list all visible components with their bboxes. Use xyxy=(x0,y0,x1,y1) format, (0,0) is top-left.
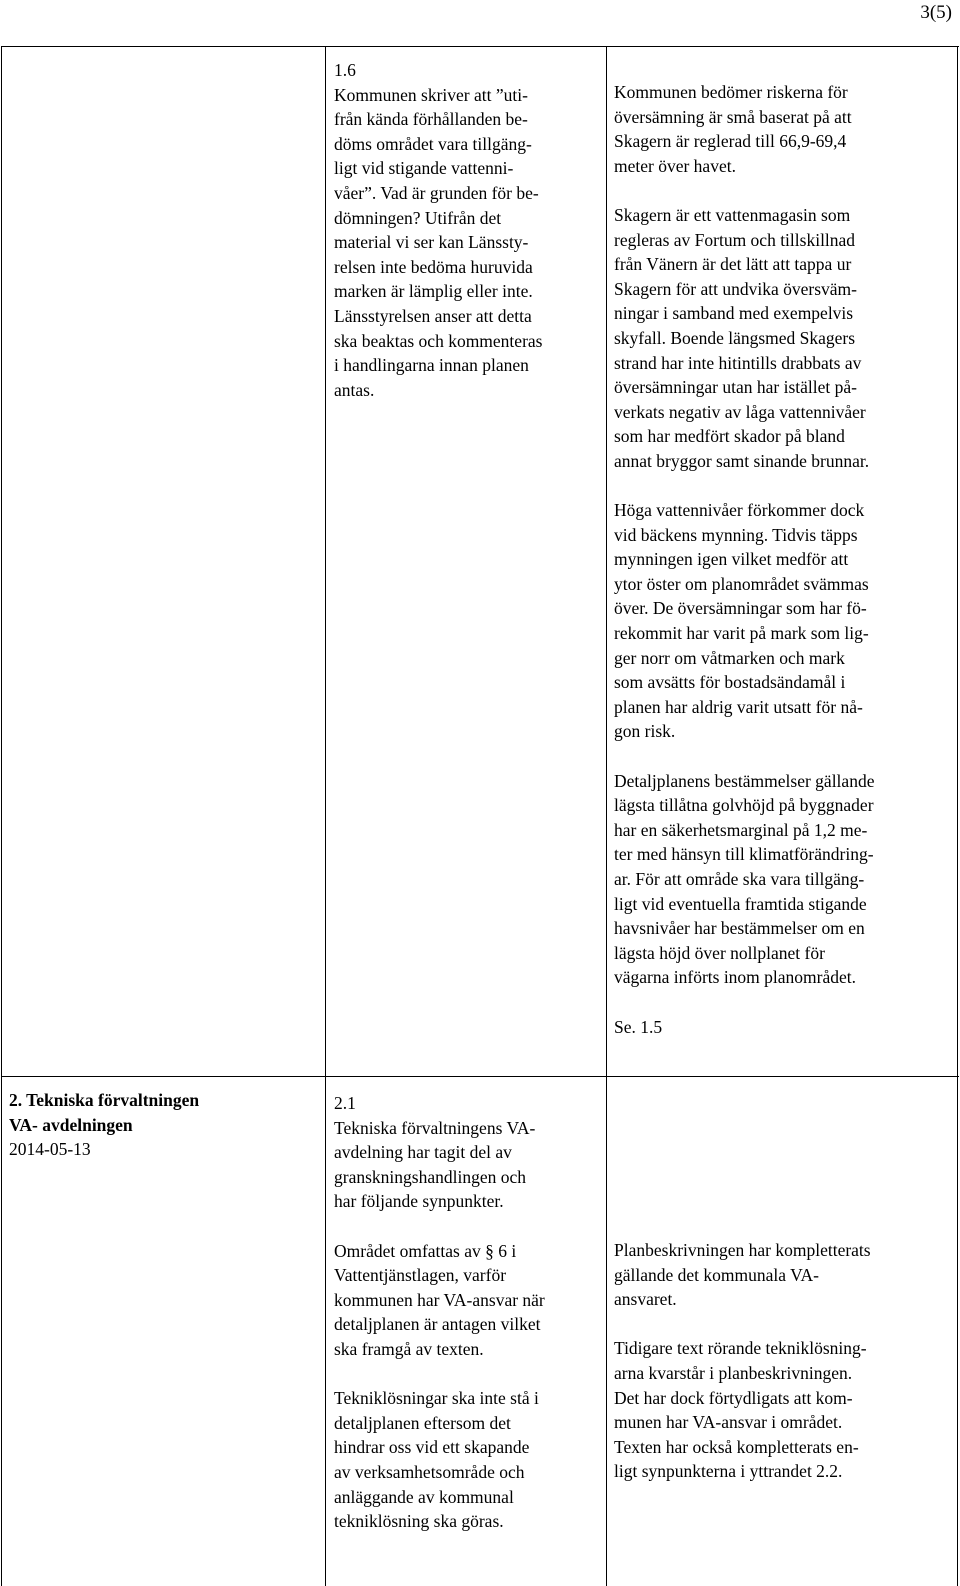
text-line: vid bäckens mynning. Tidvis täpps xyxy=(614,524,858,545)
table-border-left xyxy=(1,46,2,1586)
text-line: ytor öster om planområdet svämmas xyxy=(614,573,869,594)
row2-response-cell xyxy=(614,1238,954,1484)
table-column-divider-1 xyxy=(325,46,326,1586)
text-line: hindrar oss vid ett skapande xyxy=(334,1437,530,1458)
text-line: meter över havet. xyxy=(614,155,736,176)
text-line: planen har aldrig varit utsatt för nå- xyxy=(614,696,863,717)
text-line: avdelning har tagit del av xyxy=(334,1142,512,1163)
text-line: Se. 1.5 xyxy=(614,1016,663,1037)
text-line: av verksamhetsområde och xyxy=(334,1461,525,1482)
paragraph xyxy=(614,80,954,178)
text-line: ter med hänsyn till klimatförändring- xyxy=(614,844,874,865)
text-line: ger norr om våtmarken och mark xyxy=(614,647,845,668)
text-line: kommunen har VA-ansvar när xyxy=(334,1289,545,1310)
paragraph xyxy=(334,1239,604,1362)
paragraph xyxy=(334,1386,604,1534)
text-line: våer”. Vad är grunden för be- xyxy=(334,182,539,203)
text-line: som har medfört skador på bland xyxy=(614,426,845,447)
text-line: Texten har också kompletterats en- xyxy=(614,1436,859,1457)
row2-comment-text xyxy=(334,1091,604,1534)
row2-sender-cell xyxy=(9,1088,321,1162)
paragraph xyxy=(614,498,954,744)
text-line: 2.1 xyxy=(334,1093,356,1113)
text-line: Området omfattas av § 6 i xyxy=(334,1240,517,1261)
row1-response-cell xyxy=(614,80,954,1039)
text-line: Tekniklösningar ska inte stå i xyxy=(334,1388,539,1409)
text-line: har en säkerhetsmarginal på 1,2 me- xyxy=(614,819,868,840)
text-line: arna kvarstår i planbeskrivningen. xyxy=(614,1362,853,1383)
text-line: Tekniska förvaltningens VA- xyxy=(334,1117,536,1138)
text-line: har följande synpunkter. xyxy=(334,1191,504,1212)
text-line: ligt vid eventuella framtida stigande xyxy=(614,893,867,914)
text-line: rekommit har varit på mark som lig- xyxy=(614,623,869,644)
row1-comment-cell xyxy=(334,58,604,402)
text-line: översämning är små baserat på att xyxy=(614,106,852,127)
text-line: översämningar utan har istället på- xyxy=(614,377,857,398)
row1-response-text xyxy=(614,80,954,1039)
text-line: granskningshandlingen och xyxy=(334,1166,526,1187)
text-line: ligt synpunkterna i yttrandet 2.2. xyxy=(614,1461,843,1482)
row1-comment-text xyxy=(334,58,604,402)
text-line: dömningen? Utifrån det xyxy=(334,207,502,228)
text-line: från Vänern är det lätt att tappa ur xyxy=(614,254,852,275)
paragraph xyxy=(614,1238,954,1312)
text-line: strand har inte hitintills drabbats av xyxy=(614,352,862,373)
text-line: regleras av Fortum och tillskillnad xyxy=(614,229,856,250)
text-line: över. De översämningar som har fö- xyxy=(614,598,867,619)
text-line: verkats negativ av låga vattennivåer xyxy=(614,401,866,422)
sender-organization: 2. Tekniska förvaltningen xyxy=(9,1090,200,1110)
paragraph xyxy=(614,769,954,990)
text-line: Länsstyrelsen anser att detta xyxy=(334,305,532,326)
text-line: marken är lämplig eller inte. xyxy=(334,281,533,302)
table-border-top xyxy=(1,46,959,47)
page-number: 3(5) xyxy=(920,2,952,23)
text-line: som avsätts för bostadsändamål i xyxy=(614,672,846,693)
text-line: 1.6 xyxy=(334,60,356,80)
text-line: relsen inte bedöma huruvida xyxy=(334,256,533,277)
text-line: från kända förhållanden be- xyxy=(334,109,528,130)
paragraph xyxy=(614,1336,954,1484)
text-line: detaljplanen eftersom det xyxy=(334,1412,511,1433)
text-line: Kommunen skriver att ”uti- xyxy=(334,84,528,105)
text-line: ar. För att område ska vara tillgäng- xyxy=(614,869,865,889)
text-line: ska beaktas och kommenteras xyxy=(334,330,543,351)
text-line: i handlingarna innan planen xyxy=(334,355,529,376)
text-line: skyfall. Boende längsmed Skagers xyxy=(614,327,856,348)
text-line: Tidigare text rörande tekniklösning- xyxy=(614,1338,867,1359)
text-line: Kommunen bedömer riskerna för xyxy=(614,82,848,102)
text-line: tekniklösning ska göras. xyxy=(334,1511,504,1532)
paragraph xyxy=(614,203,954,474)
text-line: Skagern för att undvika översväm- xyxy=(614,278,857,299)
text-line: Skagern är ett vattenmagasin som xyxy=(614,204,851,225)
text-line: ligt vid stigande vattenni- xyxy=(334,158,514,179)
sender-date: 2014-05-13 xyxy=(9,1139,91,1160)
text-line: annat bryggor samt sinande brunnar. xyxy=(614,450,870,471)
text-line: Planbeskrivningen har kompletterats xyxy=(614,1240,871,1260)
text-line: Detaljplanens bestämmelser gällande xyxy=(614,770,875,791)
row2-comment-cell xyxy=(334,1091,604,1534)
text-line: Skagern är reglerad till 66,9-69,4 xyxy=(614,131,847,152)
text-line: Höga vattennivåer förkommer dock xyxy=(614,500,865,521)
text-line: lägsta höjd över nollplanet för xyxy=(614,942,825,963)
text-line: detaljplanen är antagen vilket xyxy=(334,1314,541,1335)
text-line: vägarna införts inom planområdet. xyxy=(614,967,857,988)
text-line: ansvaret. xyxy=(614,1289,677,1310)
paragraph xyxy=(614,1015,954,1040)
table-border-right xyxy=(957,46,958,1586)
text-line: munen har VA-ansvar i området. xyxy=(614,1412,843,1433)
row2-response-text xyxy=(614,1238,954,1484)
text-line: havsnivåer har bestämmelser om en xyxy=(614,918,865,939)
text-line: mynningen igen vilket medför att xyxy=(614,549,849,570)
text-line: ningar i samband med exempelvis xyxy=(614,303,854,324)
table-row-divider xyxy=(1,1076,959,1077)
text-line: gon risk. xyxy=(614,721,676,742)
text-line: döms området vara tillgäng- xyxy=(334,133,532,154)
text-line: Vattentjänstlagen, varför xyxy=(334,1265,507,1286)
text-line: material vi ser kan Länssty- xyxy=(334,232,529,253)
sender-department: VA- avdelningen xyxy=(9,1114,133,1135)
text-line: antas. xyxy=(334,379,375,400)
text-line: ska framgå av texten. xyxy=(334,1338,484,1359)
text-line: Det har dock förtydligats att kom- xyxy=(614,1387,853,1408)
text-line: gällande det kommunala VA- xyxy=(614,1264,819,1285)
text-line: anläggande av kommunal xyxy=(334,1486,514,1507)
paragraph xyxy=(334,1091,604,1214)
table-column-divider-2 xyxy=(606,46,607,1586)
text-line: lägsta tillåtna golvhöjd på byggnader xyxy=(614,795,874,816)
